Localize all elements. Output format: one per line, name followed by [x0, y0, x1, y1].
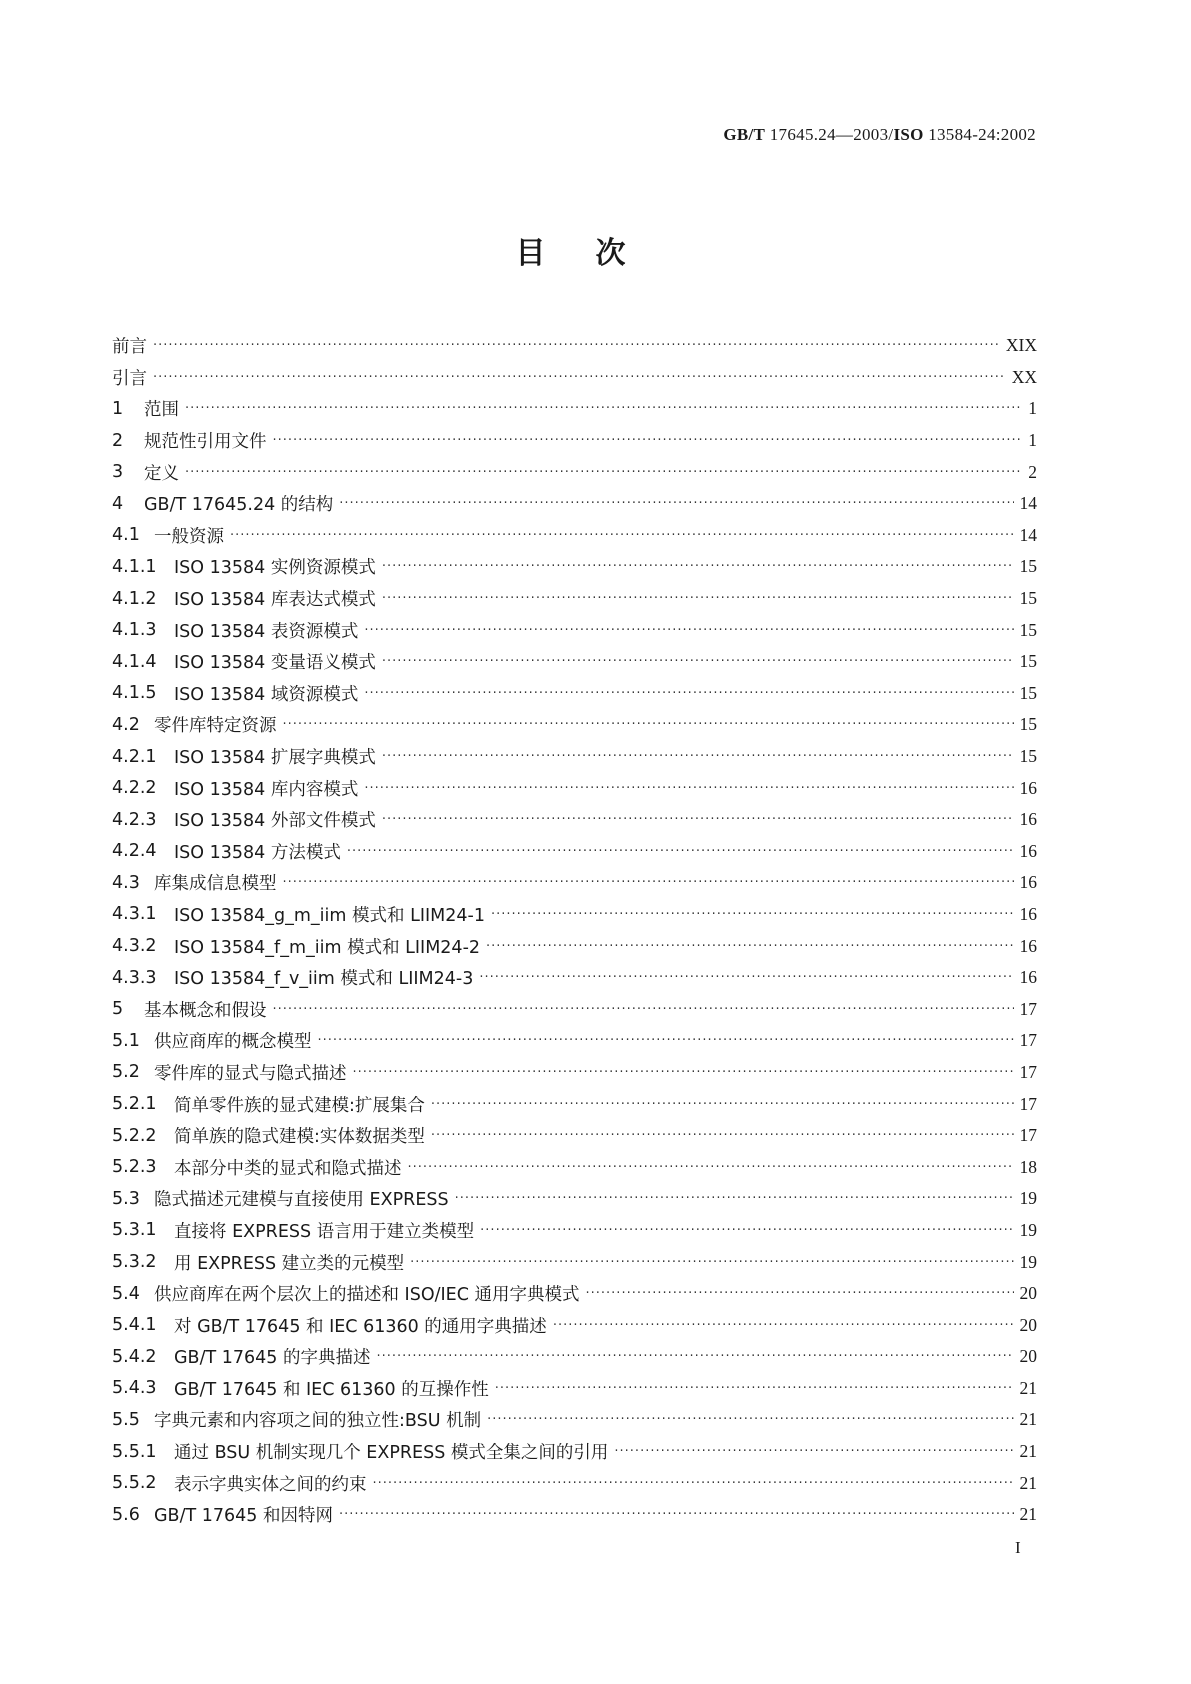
toc-entry-page: 15 — [1019, 651, 1037, 672]
toc-leader-dots — [153, 338, 1000, 353]
toc-entry-title: 一般资源 — [154, 526, 224, 547]
toc-entry-title: 通过 BSU 机制实现几个 EXPRESS 模式全集之间的引用 — [174, 1443, 609, 1464]
toc-entry-page: 1 — [1028, 398, 1037, 419]
toc-entry[interactable]: 4.2.2 ISO 13584 库内容模式 ····· 16 — [112, 772, 1037, 804]
toc-entry-page: 17 — [1019, 998, 1037, 1019]
toc-entry[interactable]: 4.3.3 ISO 13584_f_v_iim 模式和 LIIM24-3 ····· 16 — [112, 962, 1037, 994]
toc-entry-page: 15 — [1019, 746, 1037, 767]
toc-leader-dots — [431, 1097, 1014, 1112]
toc-leader-dots — [480, 1223, 1013, 1238]
toc-entry-page: 15 — [1019, 714, 1037, 735]
standard-prefix: GB/T — [723, 125, 766, 144]
toc-entry-title: 用 EXPRESS 建立类的元模型 — [174, 1253, 405, 1274]
toc-entry-page: 21 — [1019, 1409, 1037, 1430]
toc-entry-page: 21 — [1019, 1441, 1037, 1462]
toc-entry[interactable]: 5.3.1 直接将 EXPRESS 语言用于建立类模型 ····· 19 — [112, 1215, 1037, 1247]
toc-entry-page: 19 — [1019, 1188, 1037, 1209]
toc-entry[interactable]: 4.1.4 ISO 13584 变量语义模式 ····· 15 — [112, 646, 1037, 678]
toc-entry[interactable]: 5.4 供应商库在两个层次上的描述和 ISO/IEC 通用字典模式 ····· 20 — [112, 1278, 1037, 1310]
toc-entry-page: 16 — [1019, 777, 1037, 798]
toc-entry-page: 17 — [1019, 1125, 1037, 1146]
toc-leader-dots — [339, 496, 1013, 511]
toc-entry-page: 21 — [1019, 1377, 1037, 1398]
toc-entry-title: ISO 13584 方法模式 — [174, 842, 341, 863]
toc-entry-title: 引言 — [112, 368, 147, 389]
toc-entry[interactable]: 5.5.2 表示字典实体之间的约束 ····· 21 — [112, 1467, 1037, 1499]
toc-entry[interactable]: 4.1.2 ISO 13584 库表达式模式 ····· 15 — [112, 583, 1037, 615]
toc-leader-dots — [230, 528, 1014, 543]
toc-entry[interactable]: 4.1 一般资源 ····· 14 — [112, 520, 1037, 552]
toc-entry[interactable]: 2 规范性引用文件 ····· 1 — [112, 425, 1037, 457]
toc-leader-dots — [364, 623, 1013, 638]
toc-leader-dots — [491, 907, 1014, 922]
toc-leader-dots — [283, 717, 1014, 732]
toc-leader-dots — [347, 844, 1014, 859]
toc-entry-title: ISO 13584 域资源模式 — [174, 684, 359, 705]
toc-entry-title: ISO 13584 扩展字典模式 — [174, 748, 376, 769]
toc-entry[interactable]: 4.1.3 ISO 13584 表资源模式 ····· 15 — [112, 614, 1037, 646]
toc-entry[interactable]: 5.5.1 通过 BSU 机制实现几个 EXPRESS 模式全集之间的引用 ····· 21 — [112, 1436, 1037, 1468]
toc-entry-title: ISO 13584_g_m_iim 模式和 LIIM24-1 — [174, 905, 485, 926]
toc-leader-dots — [364, 686, 1013, 701]
toc-entry-title: 供应商库在两个层次上的描述和 ISO/IEC 通用字典模式 — [154, 1285, 580, 1306]
toc-entry[interactable]: 4.3 库集成信息模型 ····· 16 — [112, 867, 1037, 899]
toc-entry[interactable]: 3 定义 ····· 2 — [112, 456, 1037, 488]
toc-entry-title: 供应商库的概念模型 — [154, 1032, 312, 1053]
toc-leader-dots — [373, 1476, 1014, 1491]
toc-entry-page: 1 — [1028, 430, 1037, 451]
toc-entry-title: 对 GB/T 17645 和 IEC 61360 的通用字典描述 — [174, 1316, 547, 1337]
toc-entry[interactable]: 1 范围 ····· 1 — [112, 393, 1037, 425]
toc-entry[interactable]: 5.3 隐式描述元建模与直接使用 EXPRESS ····· 19 — [112, 1183, 1037, 1215]
toc-leader-dots — [487, 1412, 1013, 1427]
toc-entry[interactable]: 5.5 字典元素和内容项之间的独立性:BSU 机制 ····· 21 — [112, 1404, 1037, 1436]
toc-leader-dots — [553, 1318, 1014, 1333]
toc-leader-dots — [376, 1349, 1013, 1364]
toc-entry-page: 14 — [1019, 524, 1037, 545]
toc-leader-dots — [455, 1191, 1014, 1206]
toc-entry-page: 20 — [1019, 1346, 1037, 1367]
toc-entry-title: 规范性引用文件 — [144, 432, 267, 453]
toc-entry[interactable]: 4.1.5 ISO 13584 域资源模式 ····· 15 — [112, 678, 1037, 710]
toc-leader-dots — [382, 812, 1014, 827]
toc-leader-dots — [339, 1507, 1014, 1522]
toc-entry-page: 19 — [1019, 1219, 1037, 1240]
toc-entry[interactable]: 4.2.4 ISO 13584 方法模式 ····· 16 — [112, 836, 1037, 868]
toc-entry-page: 20 — [1019, 1314, 1037, 1335]
standard-number: 17645.24—2003/ — [769, 125, 894, 144]
toc-entry[interactable] — [112, 330, 1037, 362]
toc-entry-title: 基本概念和假设 — [144, 1000, 267, 1021]
toc-entry[interactable]: 4 GB/T 17645.24 的结构 ····· 14 — [112, 488, 1037, 520]
toc-entry-title: GB/T 17645.24 的结构 — [144, 495, 334, 516]
toc-entry-title: ISO 13584 变量语义模式 — [174, 653, 376, 674]
toc-entry-page: XIX — [1005, 335, 1037, 356]
toc-leader-dots — [273, 433, 1023, 448]
toc-entry-page: 16 — [1019, 935, 1037, 956]
toc-leader-dots — [283, 875, 1014, 890]
toc-entry-title: ISO 13584 表资源模式 — [174, 621, 359, 642]
iso-number: 13584-24:2002 — [928, 125, 1036, 144]
toc-leader-dots — [382, 559, 1014, 574]
toc-entry-page: 16 — [1019, 903, 1037, 924]
toc-entry-page: 18 — [1019, 1156, 1037, 1177]
toc-entry-title: ISO 13584 库表达式模式 — [174, 590, 376, 611]
toc-entry[interactable]: 5.4.3 GB/T 17645 和 IEC 61360 的互操作性 ····· 21 — [112, 1373, 1037, 1405]
toc-entry[interactable]: 5.4.1 对 GB/T 17645 和 IEC 61360 的通用字典描述 ····· 20 — [112, 1309, 1037, 1341]
toc-entry[interactable]: 4.3.2 ISO 13584_f_m_iim 模式和 LIIM24-2 ····· 16 — [112, 930, 1037, 962]
toc-entry-page: 21 — [1019, 1504, 1037, 1525]
toc-leader-dots — [353, 1065, 1014, 1080]
toc-entry-title: 定义 — [144, 463, 179, 484]
toc-leader-dots — [382, 749, 1014, 764]
toc-entry-page: 17 — [1019, 1093, 1037, 1114]
toc-entry-page: 20 — [1019, 1283, 1037, 1304]
toc-entry-page: 14 — [1019, 493, 1037, 514]
toc-entry-page: XX — [1011, 366, 1037, 387]
toc-entry[interactable]: 5.4.2 GB/T 17645 的字典描述 ····· 20 — [112, 1341, 1037, 1373]
toc-leader-dots — [614, 1444, 1013, 1459]
toc-entry-title: 表示字典实体之间的约束 — [174, 1474, 367, 1495]
toc-leader-dots — [318, 1033, 1014, 1048]
toc-leader-dots — [408, 1160, 1014, 1175]
toc-entry-title: ISO 13584_f_m_iim 模式和 LIIM24-2 — [174, 937, 481, 958]
toc-entry[interactable]: 4.3.1 ISO 13584_g_m_iim 模式和 LIIM24-1 ····· 16 — [112, 899, 1037, 931]
toc-leader-dots — [185, 401, 1022, 416]
toc-leader-dots — [495, 1381, 1014, 1396]
toc-leader-dots — [185, 465, 1022, 480]
table-of-contents — [112, 330, 1037, 1531]
toc-entry-title: 零件库的显式与隐式描述 — [154, 1063, 347, 1084]
toc-entry-title: ISO 13584_f_v_iim 模式和 LIIM24-3 — [174, 969, 474, 990]
toc-entry[interactable]: 5.2 零件库的显式与隐式描述 ····· 17 — [112, 1057, 1037, 1089]
iso-prefix: ISO — [893, 125, 924, 144]
toc-entry[interactable]: 4.2 零件库特定资源 ····· 15 — [112, 709, 1037, 741]
toc-entry[interactable] — [112, 362, 1037, 394]
toc-leader-dots — [586, 1286, 1014, 1301]
toc-leader-dots — [364, 781, 1013, 796]
toc-entry-title: GB/T 17645 的字典描述 — [174, 1348, 371, 1369]
toc-entry[interactable]: 5.6 GB/T 17645 和因特网 ····· 21 — [112, 1499, 1037, 1531]
toc-entry-page: 16 — [1019, 967, 1037, 988]
toc-entry-page: 21 — [1019, 1472, 1037, 1493]
toc-entry-page: 16 — [1019, 872, 1037, 893]
toc-entry-title: ISO 13584 外部文件模式 — [174, 811, 376, 832]
toc-leader-dots — [382, 591, 1014, 606]
toc-entry[interactable]: 5.2.2 简单族的隐式建模:实体数据类型 ····· 17 — [112, 1120, 1037, 1152]
toc-entry-page: 16 — [1019, 840, 1037, 861]
toc-entry-title: GB/T 17645 和因特网 — [154, 1506, 333, 1527]
toc-entry[interactable]: 5.3.2 用 EXPRESS 建立类的元模型 ····· 19 — [112, 1246, 1037, 1278]
toc-entry-title: 范围 — [144, 400, 179, 421]
toc-entry-page: 15 — [1019, 619, 1037, 640]
toc-entry-title: 简单族的隐式建模:实体数据类型 — [174, 1127, 425, 1148]
toc-entry[interactable]: 5.2.3 本部分中类的显式和隐式描述 ····· 18 — [112, 1151, 1037, 1183]
toc-leader-dots — [431, 1128, 1014, 1143]
toc-entry-title: ISO 13584 实例资源模式 — [174, 558, 376, 579]
toc-entry-title: 零件库特定资源 — [154, 716, 277, 737]
toc-leader-dots — [273, 1002, 1014, 1017]
toc-leader-dots — [382, 654, 1014, 669]
toc-entry-title: ISO 13584 库内容模式 — [174, 779, 359, 800]
toc-entry-title: 库集成信息模型 — [154, 874, 277, 895]
toc-entry-title: GB/T 17645 和 IEC 61360 的互操作性 — [174, 1379, 489, 1400]
toc-entry-page: 17 — [1019, 1061, 1037, 1082]
toc-entry-title: 简单零件族的显式建模:扩展集合 — [174, 1095, 425, 1116]
toc-leader-dots — [153, 370, 1006, 385]
toc-entry-page: 15 — [1019, 682, 1037, 703]
toc-entry[interactable]: 5 基本概念和假设 ····· 17 — [112, 993, 1037, 1025]
toc-entry-page: 15 — [1019, 556, 1037, 577]
toc-leader-dots — [486, 939, 1013, 954]
toc-entry[interactable]: 5.1 供应商库的概念模型 ····· 17 — [112, 1025, 1037, 1057]
page-title: 目次 — [515, 236, 676, 271]
standard-header — [723, 125, 1036, 145]
toc-entry-page: 2 — [1028, 461, 1037, 482]
toc-entry-page: 15 — [1019, 588, 1037, 609]
toc-entry-title: 直接将 EXPRESS 语言用于建立类模型 — [174, 1221, 475, 1242]
toc-entry-title: 隐式描述元建模与直接使用 EXPRESS — [154, 1190, 449, 1211]
toc-entry[interactable]: 4.2.1 ISO 13584 扩展字典模式 ····· 15 — [112, 741, 1037, 773]
toc-entry-title: 本部分中类的显式和隐式描述 — [174, 1158, 402, 1179]
toc-entry-title: 前言 — [112, 337, 147, 358]
toc-entry[interactable]: 4.1.1 ISO 13584 实例资源模式 ····· 15 — [112, 551, 1037, 583]
page-number: I — [1015, 1538, 1021, 1557]
toc-leader-dots — [479, 970, 1013, 985]
toc-entry-page: 16 — [1019, 809, 1037, 830]
toc-entry-page: 19 — [1019, 1251, 1037, 1272]
toc-leader-dots — [410, 1255, 1013, 1270]
toc-entry[interactable]: 5.2.1 简单零件族的显式建模:扩展集合 ····· 17 — [112, 1088, 1037, 1120]
toc-entry-page: 17 — [1019, 1030, 1037, 1051]
toc-entry-title: 字典元素和内容项之间的独立性:BSU 机制 — [154, 1411, 482, 1432]
toc-entry[interactable]: 4.2.3 ISO 13584 外部文件模式 ····· 16 — [112, 804, 1037, 836]
